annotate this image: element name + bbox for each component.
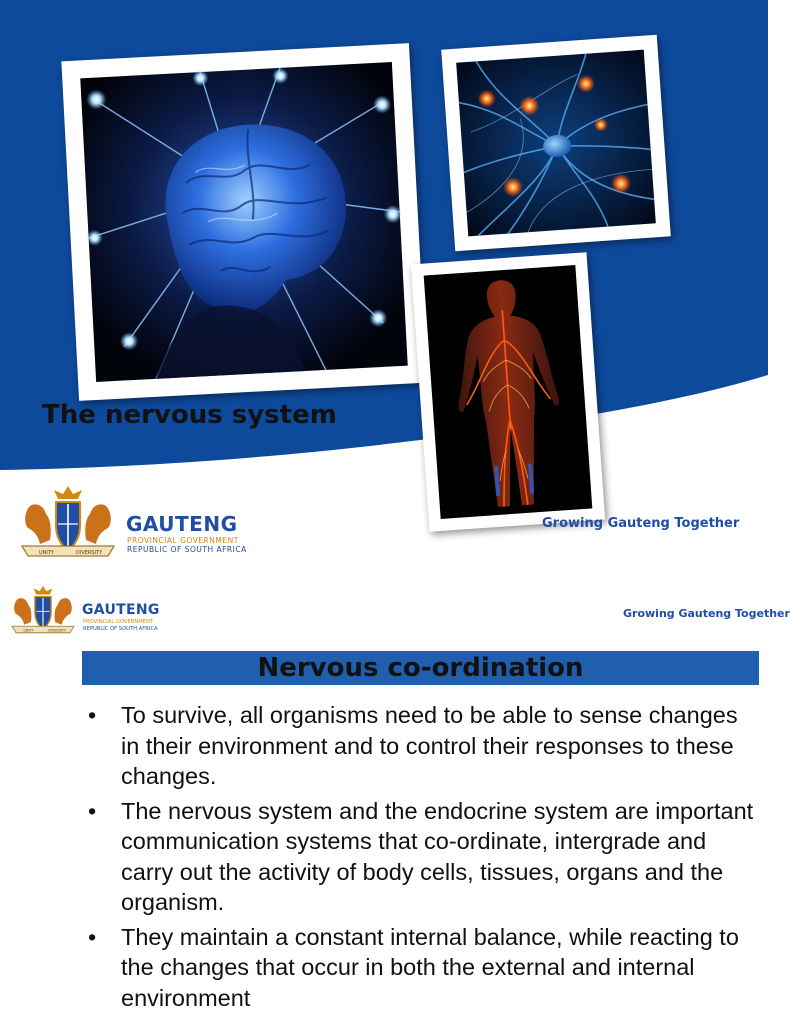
crest-banner-right: DIVERSITY <box>48 628 66 633</box>
bullet-list <box>88 700 754 1017</box>
crest-banner-left: UNITY <box>39 550 54 556</box>
bullet-text: The nervous system and the endocrine system are important communication systems that co-ordinate, intergrade and carry out the activity of body cells, tissues, organs and the organism. <box>121 797 754 915</box>
bullet-item <box>88 700 754 792</box>
body-nervous-system-image <box>424 265 593 519</box>
logo-line-1: PROVINCIAL GOVERNMENT <box>127 536 239 545</box>
logo-wordmark: GAUTENG <box>82 602 160 618</box>
neuron-photo-frame <box>441 35 671 252</box>
bullet-marker: • <box>88 702 97 728</box>
bullet-marker: • <box>88 797 97 824</box>
body-photo-frame <box>411 252 605 532</box>
slide-title-bar <box>82 651 759 685</box>
slide-title: The nervous system <box>42 400 337 430</box>
logo-line-1: PROVINCIAL GOVERNMENT <box>83 619 154 625</box>
bullet-item <box>88 796 754 918</box>
brain-image <box>80 62 407 382</box>
bullet-text: They maintain a constant internal balance, while reacting to the changes that occur in both the external and internal environment <box>121 923 739 1011</box>
gauteng-logo <box>16 484 246 560</box>
logo-wordmark: GAUTENG <box>126 512 238 536</box>
logo-line-2: REPUBLIC OF SOUTH AFRICA <box>83 626 158 632</box>
coat-of-arms-icon <box>8 584 78 636</box>
bullet-marker: • <box>88 923 97 950</box>
logo-line-2: REPUBLIC OF SOUTH AFRICA <box>127 545 247 554</box>
crest-banner-right: DIVERSITY <box>76 550 103 556</box>
crest-banner-left: UNITY <box>23 628 34 633</box>
bullet-item <box>88 922 754 1014</box>
slogan-text: Growing Gauteng Together <box>542 516 740 531</box>
brain-photo-frame <box>61 43 426 401</box>
gauteng-logo <box>8 584 168 636</box>
neuron-network-image <box>456 50 656 237</box>
bullet-text: To survive, all organisms need to be able to sense changes in their environment and to control their responses to these changes. <box>121 702 738 789</box>
slide-title: Nervous co-ordination <box>257 653 584 683</box>
coat-of-arms-icon <box>16 484 120 560</box>
slogan-text: Growing Gauteng Together <box>623 607 790 620</box>
